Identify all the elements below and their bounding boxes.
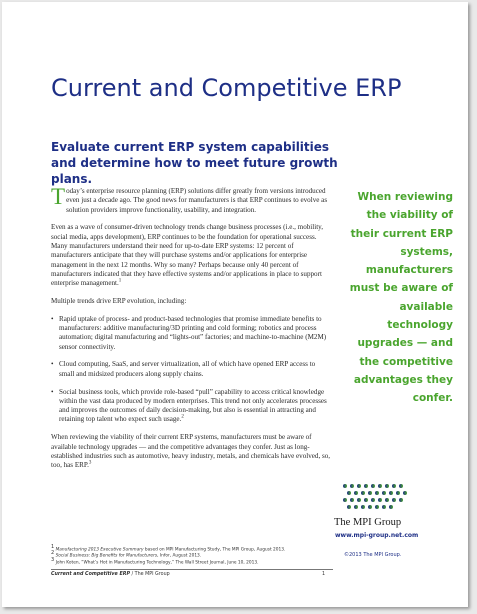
page-number: 1: [322, 572, 326, 577]
paragraph-intro-text: oday’s enterprise resource planning (ERP) solutions differ greatly from versions introduced even just a decade ago. The good news for manufacturers is that ERP continues to evolve as solution providers improve functionality, usability, and integration.: [66, 187, 328, 214]
paragraph-intro: [51, 184, 332, 215]
drop-cap: T: [51, 184, 66, 209]
document-page: [2, 2, 468, 607]
footnote: $^3$ John Koten, “What’s Hot in Manufacturing Technology,” The Wall Street Journal, June 10, 2013.: [51, 556, 259, 566]
footnote: $^1$ Manufacturing 2013 Executive Summary based on MPI Manufacturing Study, The MPI Group, August 2013.: [51, 544, 286, 553]
footer-org: The MPI Group: [134, 572, 170, 577]
footer-divider: [51, 569, 333, 570]
brand-name: The MPI Group: [334, 517, 402, 528]
page-footer: Current and Competitive ERP / The MPI Group: [51, 572, 170, 577]
copyright-notice: ©2013 The MPI Group.: [344, 552, 402, 558]
footnote-ref: 2: [181, 415, 184, 421]
trend-list: [51, 315, 332, 425]
brand-url-link[interactable]: www.mpi-group.net.com: [335, 532, 419, 539]
paragraph-trends-lead: Multiple trends drive ERP evolution, including:: [51, 296, 187, 305]
list-item: • Cloud computing, SaaS, and server virtualization, all of which have opened ERP access to small and midsized producers along supply chains.: [51, 360, 332, 379]
footnote: $^2$ Social Business: Big Benefits for Manufacturers, Infor, August 2013.: [51, 550, 202, 559]
mpi-logo-icon: [343, 480, 409, 513]
footnote-ref: 1: [118, 278, 122, 284]
pull-quote: When reviewing the viability of their current ERP systems, manufacturers must be aware of available technology upgrades — and the competitive advantages they confer.: [349, 191, 453, 405]
paragraph-conclusion: When reviewing the viability of their current ERP systems, manufacturers must be aware of available technology upgrades — and the competitive advantages they confer. Just as long-established industries such as automotive, heavy industry, metals, and chemicals have evolved, so, too, has ERP.$^3$: [51, 433, 331, 470]
footer-doc-title: Current and Competitive ERP: [51, 572, 130, 577]
page-subtitle: Evaluate current ERP system capabilities and determine how to meet future growth plans.: [51, 140, 338, 186]
footnotes: [51, 544, 331, 566]
list-item: • Social business tools, which provide role-based “pull” capability to access critical knowledge within the vast data produced by modern enterprises. This trend not only accelerates processes and improves the outcomes of daily decision-making, but also is essential in attracting and retaining top talent who expect such usage.$^2$: [51, 388, 332, 425]
page-title: Current and Competitive ERP: [51, 74, 402, 102]
footnote-ref: 3: [88, 460, 92, 466]
body-text: [51, 184, 332, 479]
paragraph-trends-context: Even as a wave of consumer-driven technology trends change business processes (i.e., mobility, social media, apps development), ERP continues to be the foundation for operational success. Many manufacturers understand their need for up-to-date ERP systems: 12 percent of manufacturers anticipate that they will purchase systems and/or applications for enterprise management in the next 12 months. Why so many? Perhaps because only 40 percent of manufacturers indicated that they have effective systems and/or applications in place to support enterprise management.$^1$: [51, 223, 324, 288]
list-item: • Rapid uptake of process- and product-based technologies that promise immediate benefits to manufacturers: additive manufacturing/3D printing and cold forming; robotics and process automation; digital manufacturing and “lights-out” factories; and machine-to-machine (M2M) sensor connectivity.: [51, 315, 332, 352]
